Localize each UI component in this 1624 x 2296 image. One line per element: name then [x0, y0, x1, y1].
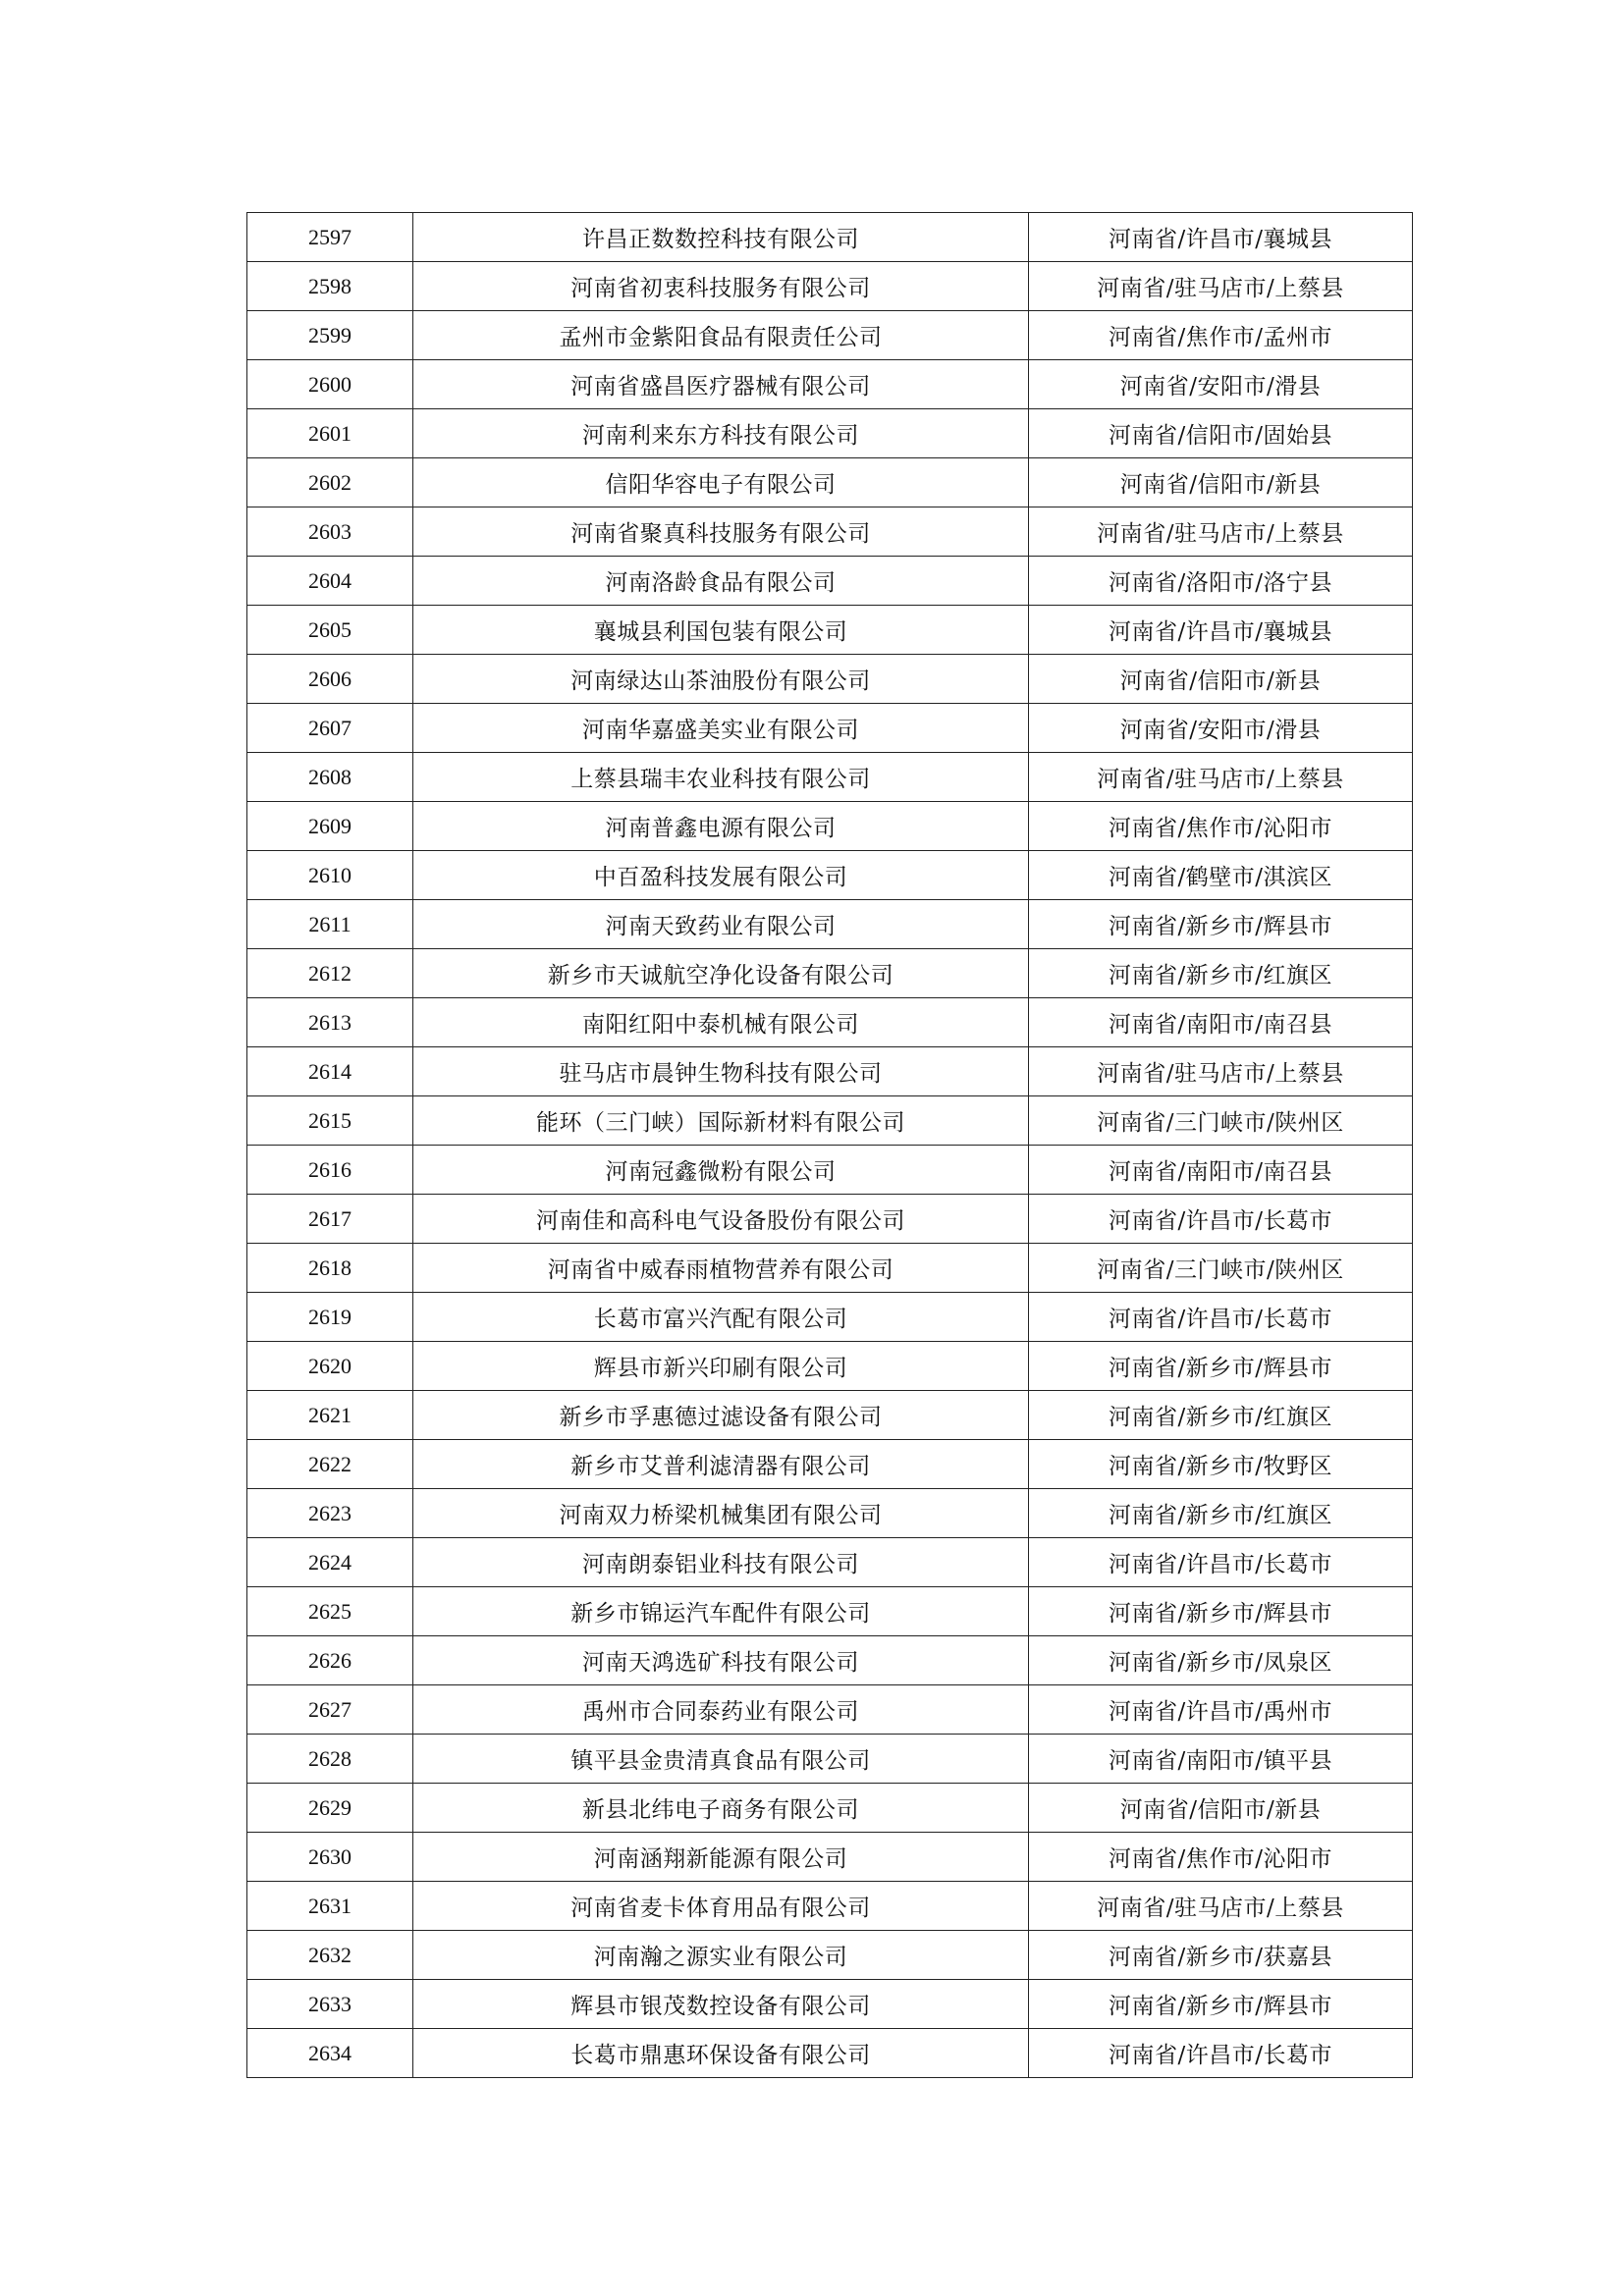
row-number: 2626: [247, 1636, 413, 1685]
company-name: 新县北纬电子商务有限公司: [413, 1784, 1029, 1833]
table-row: [247, 1195, 1413, 1244]
row-number: 2610: [247, 851, 413, 900]
row-number: 2599: [247, 311, 413, 360]
table-row: [247, 1293, 1413, 1342]
table-row: [247, 1047, 1413, 1096]
company-name: 河南华嘉盛美实业有限公司: [413, 704, 1029, 753]
table-row: [247, 1489, 1413, 1538]
company-location: 河南省/南阳市/南召县: [1029, 1146, 1413, 1195]
company-location: 河南省/洛阳市/洛宁县: [1029, 557, 1413, 606]
company-name: 河南冠鑫微粉有限公司: [413, 1146, 1029, 1195]
company-name: 河南利来东方科技有限公司: [413, 409, 1029, 458]
row-number: 2612: [247, 949, 413, 998]
company-location: 河南省/新乡市/辉县市: [1029, 900, 1413, 949]
company-location: 河南省/南阳市/南召县: [1029, 998, 1413, 1047]
row-number: 2600: [247, 360, 413, 409]
table-row: [247, 213, 1413, 262]
company-location: 河南省/新乡市/获嘉县: [1029, 1931, 1413, 1980]
company-location: 河南省/驻马店市/上蔡县: [1029, 262, 1413, 311]
company-name: 河南绿达山茶油股份有限公司: [413, 655, 1029, 704]
table-row: [247, 851, 1413, 900]
row-number: 2632: [247, 1931, 413, 1980]
company-name: 河南普鑫电源有限公司: [413, 802, 1029, 851]
table-row: [247, 802, 1413, 851]
table-row: [247, 1146, 1413, 1195]
row-number: 2617: [247, 1195, 413, 1244]
row-number: 2624: [247, 1538, 413, 1587]
company-name: 能环（三门峡）国际新材料有限公司: [413, 1096, 1029, 1146]
company-name: 河南省麦卡体育用品有限公司: [413, 1882, 1029, 1931]
company-location: 河南省/许昌市/长葛市: [1029, 1538, 1413, 1587]
company-name: 襄城县利国包装有限公司: [413, 606, 1029, 655]
table-row: [247, 655, 1413, 704]
company-name: 长葛市鼎惠环保设备有限公司: [413, 2029, 1029, 2078]
row-number: 2614: [247, 1047, 413, 1096]
company-location: 河南省/许昌市/襄城县: [1029, 606, 1413, 655]
table-row: [247, 753, 1413, 802]
table-row: [247, 1882, 1413, 1931]
company-location: 河南省/信阳市/新县: [1029, 1784, 1413, 1833]
company-name: 河南天致药业有限公司: [413, 900, 1029, 949]
row-number: 2616: [247, 1146, 413, 1195]
company-name: 河南洛龄食品有限公司: [413, 557, 1029, 606]
table-row: [247, 1636, 1413, 1685]
company-location: 河南省/许昌市/长葛市: [1029, 1195, 1413, 1244]
company-location: 河南省/新乡市/红旗区: [1029, 1391, 1413, 1440]
company-location: 河南省/信阳市/新县: [1029, 458, 1413, 507]
company-name: 河南双力桥梁机械集团有限公司: [413, 1489, 1029, 1538]
company-location: 河南省/三门峡市/陕州区: [1029, 1244, 1413, 1293]
table-row: [247, 606, 1413, 655]
table-row: [247, 507, 1413, 557]
company-name: 禹州市合同泰药业有限公司: [413, 1685, 1029, 1735]
company-name: 河南省聚真科技服务有限公司: [413, 507, 1029, 557]
table-row: [247, 1244, 1413, 1293]
row-number: 2628: [247, 1735, 413, 1784]
company-name: 河南佳和高科电气设备股份有限公司: [413, 1195, 1029, 1244]
company-name: 河南省初衷科技服务有限公司: [413, 262, 1029, 311]
company-location: 河南省/新乡市/红旗区: [1029, 1489, 1413, 1538]
company-name: 河南省中威春雨植物营养有限公司: [413, 1244, 1029, 1293]
table-row: [247, 949, 1413, 998]
company-location: 河南省/新乡市/红旗区: [1029, 949, 1413, 998]
table-row: [247, 360, 1413, 409]
table-row: [247, 1440, 1413, 1489]
company-name: 河南省盛昌医疗器械有限公司: [413, 360, 1029, 409]
row-number: 2615: [247, 1096, 413, 1146]
row-number: 2598: [247, 262, 413, 311]
row-number: 2602: [247, 458, 413, 507]
row-number: 2601: [247, 409, 413, 458]
company-location: 河南省/鹤壁市/淇滨区: [1029, 851, 1413, 900]
company-location: 河南省/三门峡市/陕州区: [1029, 1096, 1413, 1146]
company-location: 河南省/许昌市/长葛市: [1029, 2029, 1413, 2078]
table-row: [247, 704, 1413, 753]
table-row: [247, 311, 1413, 360]
company-location: 河南省/信阳市/固始县: [1029, 409, 1413, 458]
company-location: 河南省/新乡市/凤泉区: [1029, 1636, 1413, 1685]
company-location: 河南省/安阳市/滑县: [1029, 360, 1413, 409]
row-number: 2623: [247, 1489, 413, 1538]
table-row: [247, 2029, 1413, 2078]
table-row: [247, 1685, 1413, 1735]
row-number: 2619: [247, 1293, 413, 1342]
table-row: [247, 458, 1413, 507]
row-number: 2630: [247, 1833, 413, 1882]
table-row: [247, 1587, 1413, 1636]
company-location: 河南省/驻马店市/上蔡县: [1029, 507, 1413, 557]
company-name: 驻马店市晨钟生物科技有限公司: [413, 1047, 1029, 1096]
row-number: 2622: [247, 1440, 413, 1489]
company-location: 河南省/南阳市/镇平县: [1029, 1735, 1413, 1784]
row-number: 2597: [247, 213, 413, 262]
company-name: 河南瀚之源实业有限公司: [413, 1931, 1029, 1980]
row-number: 2634: [247, 2029, 413, 2078]
company-name: 河南朗泰铝业科技有限公司: [413, 1538, 1029, 1587]
table-row: [247, 1784, 1413, 1833]
row-number: 2604: [247, 557, 413, 606]
row-number: 2629: [247, 1784, 413, 1833]
company-location: 河南省/新乡市/辉县市: [1029, 1980, 1413, 2029]
company-location: 河南省/焦作市/沁阳市: [1029, 802, 1413, 851]
company-name: 新乡市孚惠德过滤设备有限公司: [413, 1391, 1029, 1440]
company-name: 镇平县金贵清真食品有限公司: [413, 1735, 1029, 1784]
table-body: [247, 213, 1413, 2078]
row-number: 2625: [247, 1587, 413, 1636]
company-location: 河南省/驻马店市/上蔡县: [1029, 753, 1413, 802]
company-location: 河南省/新乡市/牧野区: [1029, 1440, 1413, 1489]
company-name: 南阳红阳中泰机械有限公司: [413, 998, 1029, 1047]
table-row: [247, 1342, 1413, 1391]
table-row: [247, 1833, 1413, 1882]
company-name: 新乡市天诚航空净化设备有限公司: [413, 949, 1029, 998]
company-table: [246, 212, 1413, 2078]
row-number: 2621: [247, 1391, 413, 1440]
row-number: 2603: [247, 507, 413, 557]
company-name: 河南天鸿选矿科技有限公司: [413, 1636, 1029, 1685]
company-location: 河南省/新乡市/辉县市: [1029, 1587, 1413, 1636]
company-location: 河南省/驻马店市/上蔡县: [1029, 1882, 1413, 1931]
row-number: 2613: [247, 998, 413, 1047]
table-row: [247, 1735, 1413, 1784]
company-location: 河南省/许昌市/长葛市: [1029, 1293, 1413, 1342]
table-row: [247, 900, 1413, 949]
company-name: 许昌正数数控科技有限公司: [413, 213, 1029, 262]
company-name: 长葛市富兴汽配有限公司: [413, 1293, 1029, 1342]
row-number: 2620: [247, 1342, 413, 1391]
row-number: 2618: [247, 1244, 413, 1293]
company-location: 河南省/驻马店市/上蔡县: [1029, 1047, 1413, 1096]
company-name: 辉县市银茂数控设备有限公司: [413, 1980, 1029, 2029]
row-number: 2605: [247, 606, 413, 655]
company-location: 河南省/安阳市/滑县: [1029, 704, 1413, 753]
company-name: 新乡市锦运汽车配件有限公司: [413, 1587, 1029, 1636]
table-row: [247, 1931, 1413, 1980]
table-row: [247, 1391, 1413, 1440]
row-number: 2609: [247, 802, 413, 851]
table-row: [247, 557, 1413, 606]
company-location: 河南省/新乡市/辉县市: [1029, 1342, 1413, 1391]
company-name: 上蔡县瑞丰农业科技有限公司: [413, 753, 1029, 802]
row-number: 2627: [247, 1685, 413, 1735]
company-name: 新乡市艾普利滤清器有限公司: [413, 1440, 1029, 1489]
table-row: [247, 1980, 1413, 2029]
company-location: 河南省/许昌市/禹州市: [1029, 1685, 1413, 1735]
company-name: 信阳华容电子有限公司: [413, 458, 1029, 507]
row-number: 2633: [247, 1980, 413, 2029]
company-name: 孟州市金紫阳食品有限责任公司: [413, 311, 1029, 360]
table-row: [247, 409, 1413, 458]
row-number: 2607: [247, 704, 413, 753]
table-row: [247, 262, 1413, 311]
row-number: 2606: [247, 655, 413, 704]
company-name: 中百盈科技发展有限公司: [413, 851, 1029, 900]
company-location: 河南省/焦作市/沁阳市: [1029, 1833, 1413, 1882]
row-number: 2611: [247, 900, 413, 949]
company-location: 河南省/信阳市/新县: [1029, 655, 1413, 704]
row-number: 2631: [247, 1882, 413, 1931]
row-number: 2608: [247, 753, 413, 802]
table-row: [247, 1096, 1413, 1146]
company-location: 河南省/焦作市/孟州市: [1029, 311, 1413, 360]
company-name: 辉县市新兴印刷有限公司: [413, 1342, 1029, 1391]
table-row: [247, 1538, 1413, 1587]
company-name: 河南涵翔新能源有限公司: [413, 1833, 1029, 1882]
company-location: 河南省/许昌市/襄城县: [1029, 213, 1413, 262]
table-row: [247, 998, 1413, 1047]
